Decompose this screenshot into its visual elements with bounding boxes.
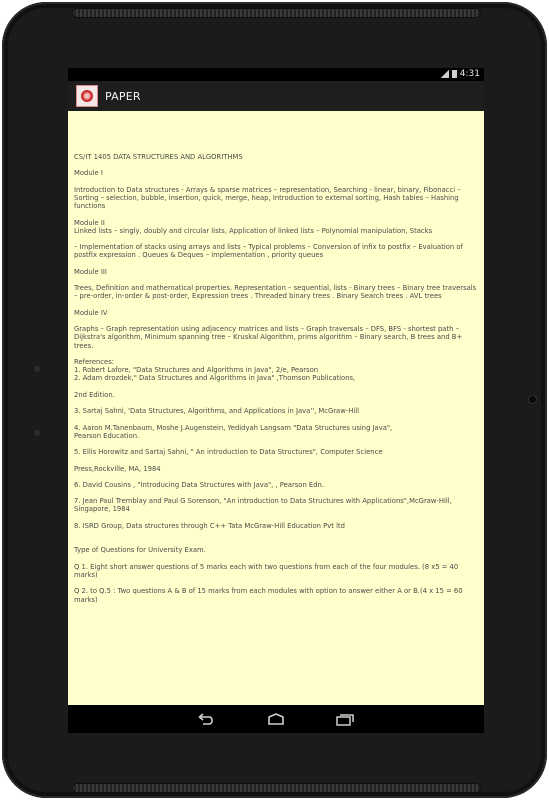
reference-item: Pearson Education. [74,431,140,440]
sensor-dot [34,430,40,436]
module-body: Trees, Definition and mathematical properties. Representation – sequential, lists - Binary trees – Binary tree traversals – pre-order, in-order & post-order, Expression trees . Threaded binary trees . Binary Search trees . AVL trees [74,284,477,301]
bottom-speaker [72,783,481,793]
sensor-dot [34,366,40,372]
document-text [68,111,484,604]
module-body: Introduction to Data structures - Arrays & sparse matrices – representation, Searching - linear, binary, Fibonacci – Sorting – selection, bubble, insertion, quick, merge, heap, Introduction to external sorting, Hash tables – Hashing functions [74,185,461,211]
signal-icon [441,70,449,78]
reference-item: 4. Aaron M.Tanenbaum, Moshe J.Augenstein, Yedidyah Langsam "Data Structures using Java", [74,423,393,432]
recents-icon [335,713,355,726]
reference-item: 5. Ellis Horowitz and Sartaj Sahni, " An introduction to Data Structures", Computer Science [74,448,383,457]
battery-icon [452,70,457,78]
reference-item: 6. David Cousins , "Introducing Data Structures with Java", , Pearson Edn. [74,480,324,489]
back-icon [197,713,217,725]
exam-question: Q 2. to Q.5 : Two questions A & B of 15 marks from each modules with option to answer either A or B.(4 x 15 = 60 marks) [74,587,463,604]
reference-item: 8. ISRD Group, Data structures through C++ Tata McGraw-Hill Education Pvt ltd [74,521,345,530]
app-title: PAPER [105,89,141,103]
course-title: CS/IT 1405 DATA STRUCTURES AND ALGORITHMS [74,153,243,161]
module-heading: Module III [74,267,107,276]
reference-item: 7. Jean Paul Tremblay and Paul G Sorenson, "An introduction to Data Structures with Applications",McGraw-Hill, Singapore, 1984 [74,497,452,514]
reference-item: Press,Rockville, MA, 1984 [74,464,161,473]
top-speaker [72,8,481,18]
navigation-bar [68,705,484,733]
reference-item: 1. Robert Lafore, "Data Structures and Algorithms in Java", 2/e, Pearson [74,366,319,375]
recents-button[interactable] [334,712,356,726]
module-heading: Module I [74,169,103,178]
screen [68,68,484,733]
status-time: 4:31 [459,69,480,79]
document-view[interactable] [68,111,484,705]
exam-question: Q 1. Eight short answer questions of 5 marks each with two questions from each of the four modules. (8 x5 = 40 marks) [74,562,459,580]
front-camera [529,396,536,403]
exam-heading: Type of Questions for University Exam. [74,546,206,555]
reference-item: 2. Adam drozdek," Data Structures and Algorithms in Java" ,Thomson Publications, [74,374,356,383]
reference-item: 2nd Edition. [74,390,115,399]
module-body: Graphs – Graph representation using adjacency matrices and lists – Graph traversals – DFS, BFS - shortest path – Dijkstra's algorithm, Minimum spanning tree – Kruskal Algorithm, prims algorithm – Binary search, B trees and B+ trees. [74,325,463,350]
status-bar [68,68,484,81]
back-button[interactable] [196,712,218,726]
references-heading: References: [74,357,115,366]
app-logo-icon[interactable] [76,85,98,107]
action-bar [68,81,484,111]
home-button[interactable] [265,712,287,726]
module-body: Linked lists – singly, doubly and circular lists, Application of linked lists – Polynomial manipulation, Stacks [74,226,433,235]
module-body: – Implementation of stacks using arrays and lists – Typical problems – Conversion of infix to postfix – Evaluation of postfix expression . Queues & Deques – implementation , priority queues [74,243,463,260]
module-heading: Module II [74,218,105,227]
home-icon [265,713,287,725]
module-heading: Module IV [74,308,108,317]
reference-item: 3. Sartaj Sahni, 'Data Structures, Algorithms, and Applications in Java'', McGraw-Hill [74,407,360,416]
